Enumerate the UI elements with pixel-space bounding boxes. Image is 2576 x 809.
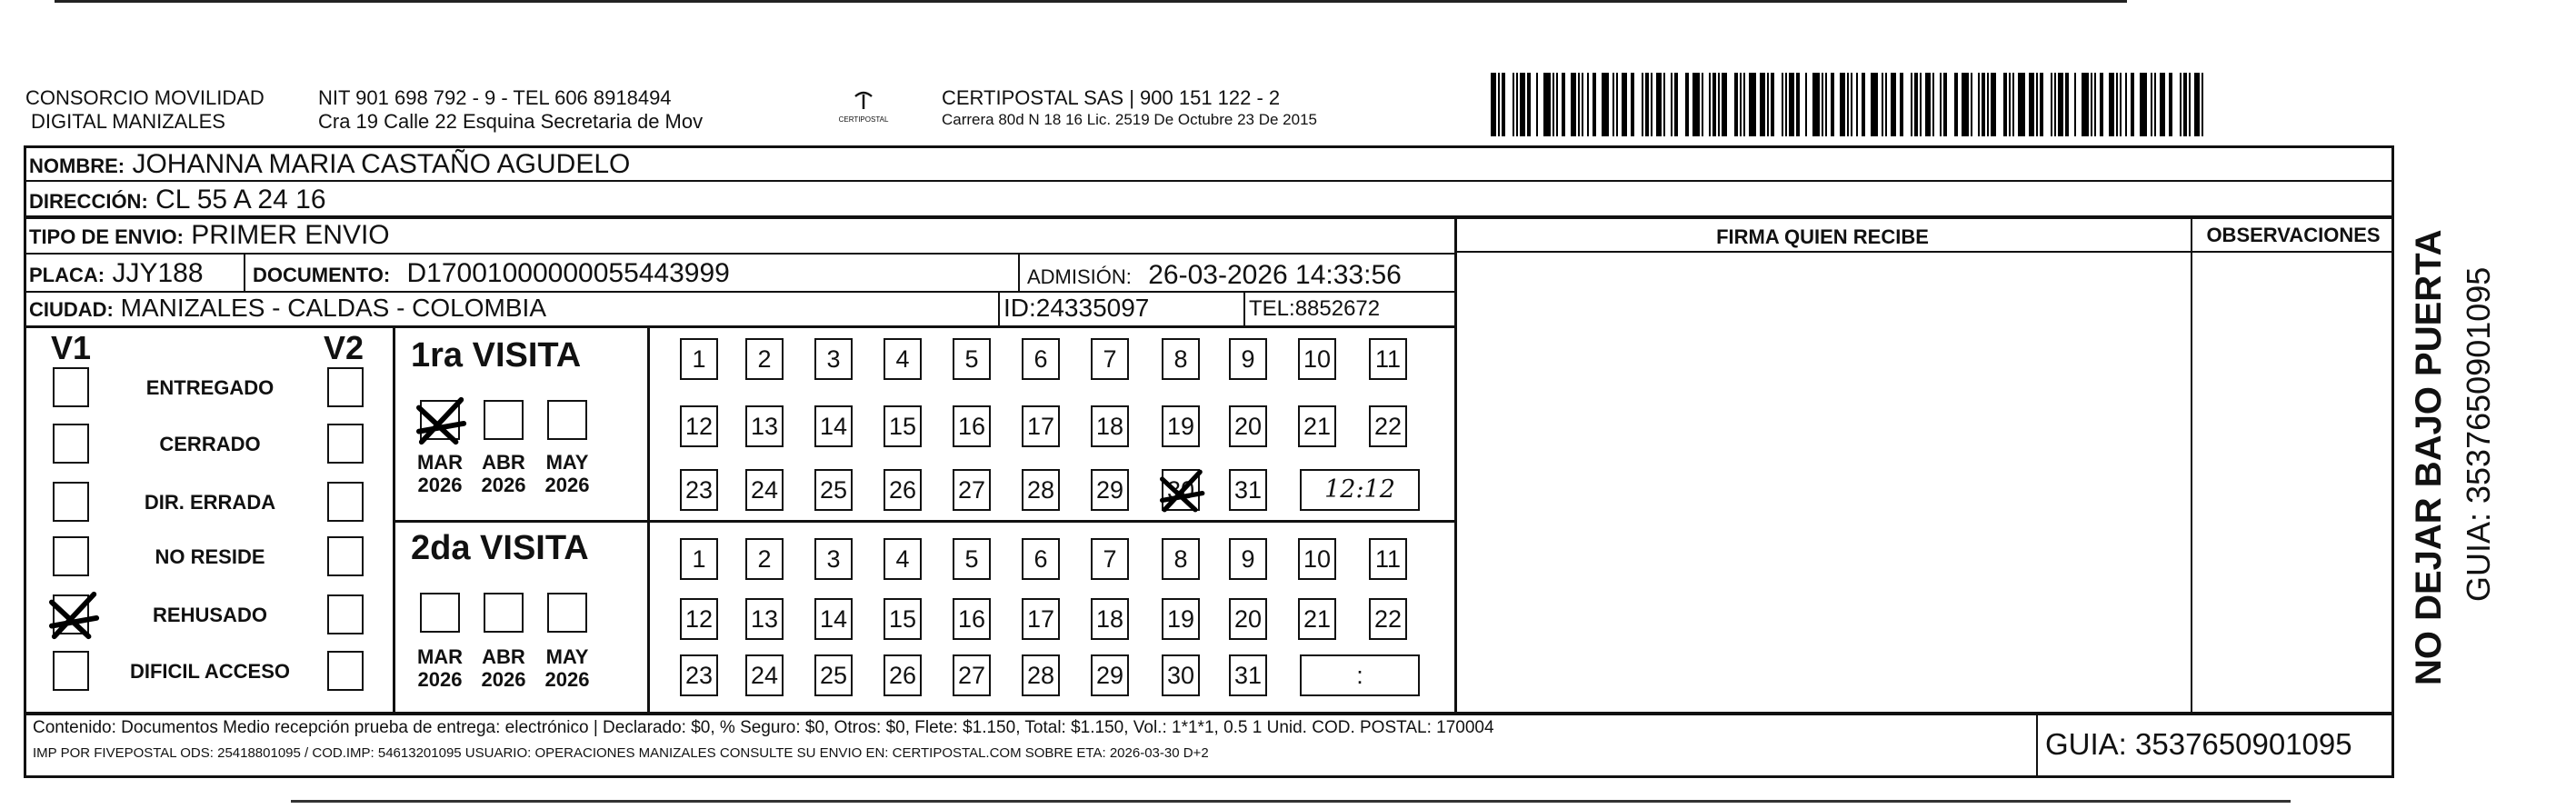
day-checkbox[interactable]: 20 bbox=[1229, 405, 1267, 447]
barcode-bar bbox=[1805, 73, 1807, 136]
barcode-bar bbox=[1502, 73, 1505, 136]
barcode-bar bbox=[1702, 73, 1703, 136]
barcode-bar bbox=[2058, 73, 2063, 136]
barcode-bar bbox=[1622, 73, 1627, 136]
month-name: MAY bbox=[545, 451, 589, 474]
day-checkbox[interactable]: 18 bbox=[1091, 405, 1129, 447]
month-name: ABR bbox=[482, 451, 525, 474]
barcode-bar bbox=[1900, 73, 1903, 136]
day-checkbox[interactable]: 6 bbox=[1022, 538, 1060, 580]
company-nit bbox=[318, 86, 703, 134]
v2-checkbox[interactable] bbox=[327, 482, 364, 522]
day-checkbox[interactable]: 8 bbox=[1162, 538, 1200, 580]
second-visit-label: 2da VISITA bbox=[411, 529, 589, 567]
barcode-bar bbox=[1862, 73, 1865, 136]
day-checkbox[interactable]: 2 bbox=[745, 538, 784, 580]
barcode-bar bbox=[1822, 73, 1823, 136]
time-field[interactable]: 12:12 bbox=[1300, 469, 1420, 511]
barcode-bar bbox=[2009, 73, 2011, 136]
day-checkbox[interactable]: 16 bbox=[953, 405, 991, 447]
barcode-bar bbox=[1642, 73, 1643, 136]
day-checkbox[interactable]: 4 bbox=[884, 538, 922, 580]
side-guia: GUIA: 3537650901095 bbox=[2460, 266, 2497, 602]
day-checkbox[interactable]: 25 bbox=[814, 654, 853, 696]
barcode-bar bbox=[1543, 73, 1551, 136]
day-checkbox[interactable]: 14 bbox=[814, 405, 853, 447]
barcode-bar bbox=[1831, 73, 1834, 136]
v1-checkbox[interactable] bbox=[53, 536, 89, 576]
nombre-label: NOMBRE: bbox=[29, 155, 125, 177]
documento-value: D17001000000055443999 bbox=[406, 258, 730, 288]
barcode-bar bbox=[1847, 73, 1849, 136]
day-checkbox[interactable]: 30 bbox=[1162, 469, 1200, 511]
signature-area[interactable] bbox=[1458, 255, 2189, 714]
day-checkbox[interactable]: 7 bbox=[1091, 338, 1129, 380]
day-checkbox[interactable]: 15 bbox=[884, 598, 922, 640]
v1-checkbox[interactable] bbox=[53, 424, 89, 464]
barcode-bar bbox=[1722, 73, 1727, 136]
day-checkbox[interactable]: 5 bbox=[953, 338, 991, 380]
id-field bbox=[1003, 294, 1149, 323]
placa-value: JJY188 bbox=[112, 258, 204, 288]
certipostal-logo-icon bbox=[853, 89, 874, 111]
barcode-bar bbox=[1785, 73, 1787, 136]
firma-label: FIRMA QUIEN RECIBE bbox=[1716, 225, 1929, 248]
barcode-bar bbox=[2116, 73, 2118, 136]
day-checkbox[interactable]: 4 bbox=[884, 338, 922, 380]
day-checkbox[interactable]: 3 bbox=[814, 538, 853, 580]
admision-divider bbox=[1018, 255, 1020, 291]
barcode-bar bbox=[1498, 73, 1500, 136]
day-checkbox[interactable]: 25 bbox=[814, 469, 853, 511]
nombre-field bbox=[29, 149, 630, 180]
day-checkbox[interactable]: 14 bbox=[814, 598, 853, 640]
day-checkbox[interactable]: 17 bbox=[1022, 405, 1060, 447]
day-checkbox[interactable]: 20 bbox=[1229, 598, 1267, 640]
company-line-2: DIGITAL MANIZALES bbox=[31, 110, 225, 133]
certipostal-logo-text: CERTIPOSTAL bbox=[838, 115, 889, 124]
month-checkbox[interactable] bbox=[547, 593, 587, 633]
barcode-bar bbox=[1760, 73, 1765, 136]
certipostal-logo bbox=[836, 89, 891, 124]
day-checkbox[interactable]: 27 bbox=[953, 469, 991, 511]
month-name: ABR bbox=[482, 645, 525, 668]
day-checkbox[interactable]: 31 bbox=[1229, 469, 1267, 511]
barcode-bar bbox=[1767, 73, 1769, 136]
time-field[interactable]: : bbox=[1300, 654, 1420, 696]
day-checkbox[interactable]: 27 bbox=[953, 654, 991, 696]
barcode-bar bbox=[1982, 73, 1985, 136]
month-year: 2026 bbox=[481, 474, 526, 496]
barcode-bar bbox=[1743, 73, 1745, 136]
day-checkbox[interactable]: 29 bbox=[1091, 469, 1129, 511]
observaciones-divider bbox=[2191, 216, 2192, 714]
barcode-bar bbox=[1556, 73, 1558, 136]
direccion-label: DIRECCIÓN: bbox=[29, 190, 148, 213]
handwritten-check-icon bbox=[416, 395, 469, 447]
barcode-bar bbox=[1920, 73, 1922, 136]
day-checkbox[interactable]: 9 bbox=[1229, 338, 1267, 380]
barcode-bar bbox=[1513, 73, 1514, 136]
month-year: 2026 bbox=[417, 474, 463, 496]
tel-divider bbox=[1243, 293, 1245, 327]
month-name: MAY bbox=[545, 645, 589, 668]
certipostal-info bbox=[942, 86, 1317, 130]
barcode-bar bbox=[1671, 73, 1672, 136]
day-checkbox[interactable]: 15 bbox=[884, 405, 922, 447]
barcode-bar bbox=[2131, 73, 2134, 136]
day-checkbox[interactable]: 7 bbox=[1091, 538, 1129, 580]
day-checkbox[interactable]: 21 bbox=[1298, 405, 1336, 447]
footer-line-2: IMP POR FIVEPOSTAL ODS: 25418801095 / COD.IMP: 54613201095 USUARIO: OPERACIONES MANIZALES CONSULTE SU ENVIO EN: CERTIPOSTAL.COM SOBRE ETA: 2026-03-30 D+2 bbox=[33, 745, 1209, 761]
barcode-bar bbox=[1718, 73, 1720, 136]
v1-checkbox[interactable] bbox=[53, 482, 89, 522]
barcode-bar bbox=[2160, 73, 2165, 136]
barcode-bar bbox=[2154, 73, 2156, 136]
barcode-bar bbox=[1709, 73, 1711, 136]
row-divider-1 bbox=[24, 180, 2394, 182]
barcode-bar bbox=[2100, 73, 2103, 136]
month-year: 2026 bbox=[417, 668, 463, 691]
barcode-bar bbox=[2054, 73, 2056, 136]
company-line-1: CONSORCIO MOVILIDAD bbox=[25, 86, 265, 109]
handwritten-check-icon bbox=[1160, 467, 1207, 514]
barcode-bar bbox=[1612, 73, 1614, 136]
id-label: ID: bbox=[1003, 294, 1036, 322]
barcode-bar bbox=[2051, 73, 2052, 136]
barcode-bar bbox=[1940, 73, 1942, 136]
day-checkbox[interactable]: 28 bbox=[1022, 469, 1060, 511]
barcode-bar bbox=[1516, 73, 1518, 136]
day-checkbox[interactable]: 16 bbox=[953, 598, 991, 640]
barcode-bar bbox=[1871, 73, 1878, 136]
day-checkbox[interactable]: 18 bbox=[1091, 598, 1129, 640]
month-label bbox=[411, 645, 469, 691]
admision-label: ADMISIÓN: bbox=[1027, 265, 1132, 288]
barcode-bar bbox=[2151, 73, 2152, 136]
status-label: ENTREGADO bbox=[145, 376, 275, 399]
barcode-bar bbox=[1527, 73, 1531, 136]
documento-label: DOCUMENTO: bbox=[253, 264, 391, 286]
day-checkbox[interactable]: 17 bbox=[1022, 598, 1060, 640]
day-checkbox[interactable]: 24 bbox=[745, 469, 784, 511]
barcode-bar bbox=[2003, 73, 2007, 136]
admision-value: 26-03-2026 14:33:56 bbox=[1148, 260, 1402, 290]
day-checkbox[interactable]: 8 bbox=[1162, 338, 1200, 380]
day-checkbox[interactable]: 11 bbox=[1369, 338, 1407, 380]
day-checkbox[interactable]: 29 bbox=[1091, 654, 1129, 696]
placa-field bbox=[29, 258, 204, 289]
visit-divider-v bbox=[647, 327, 650, 714]
barcode-bar bbox=[1685, 73, 1689, 136]
month-label bbox=[474, 451, 533, 496]
month-checkbox[interactable] bbox=[484, 593, 524, 633]
barcode-bar bbox=[1771, 73, 1774, 136]
barcode-bar bbox=[1712, 73, 1716, 136]
barcode-bar bbox=[1651, 73, 1652, 136]
day-checkbox[interactable]: 19 bbox=[1162, 405, 1200, 447]
day-checkbox[interactable]: 30 bbox=[1162, 654, 1200, 696]
v1-checkbox[interactable] bbox=[53, 367, 89, 407]
day-checkbox[interactable]: 23 bbox=[680, 469, 718, 511]
barcode-bar bbox=[2183, 73, 2187, 136]
v1-checkbox[interactable] bbox=[53, 594, 89, 634]
barcode-bar bbox=[1553, 73, 1554, 136]
month-name: MAR bbox=[416, 645, 464, 668]
barcode-bar bbox=[1971, 73, 1972, 136]
barcode-bar bbox=[1911, 73, 1912, 136]
status-label: REHUSADO bbox=[153, 604, 267, 626]
status-label: DIR. ERRADA bbox=[144, 491, 276, 514]
ciudad-label: CIUDAD: bbox=[29, 298, 114, 321]
id-divider bbox=[998, 293, 1000, 327]
day-checkbox[interactable]: 12 bbox=[680, 405, 718, 447]
day-checkbox[interactable]: 11 bbox=[1369, 538, 1407, 580]
month-year: 2026 bbox=[544, 474, 590, 496]
no-dejar-warning: NO DEJAR BAJO PUERTA bbox=[2409, 229, 2449, 685]
id-value: 24335097 bbox=[1035, 294, 1150, 322]
month-year: 2026 bbox=[481, 668, 526, 691]
day-checkbox[interactable]: 21 bbox=[1298, 598, 1336, 640]
month-label bbox=[474, 645, 533, 691]
day-checkbox[interactable]: 2 bbox=[745, 338, 784, 380]
barcode-bar bbox=[1991, 73, 1996, 136]
v2-label: V2 bbox=[324, 329, 364, 366]
day-checkbox[interactable]: 10 bbox=[1298, 538, 1336, 580]
footer-line-1: Contenido: Documentos Medio recepción prueba de entrega: electrónico | Declarado: $0, % Seguro: $0, Otros: $0, Flete: $1.150, Total: $1.150, Vol.: 1*1*1, 0.5 1 Unid. COD. POSTAL: 170004 bbox=[33, 718, 1494, 737]
barcode-bar bbox=[1825, 73, 1827, 136]
barcode-bar bbox=[2018, 73, 2025, 136]
row-divider-3 bbox=[24, 253, 1456, 255]
company-name bbox=[25, 86, 265, 134]
day-checkbox[interactable]: 23 bbox=[680, 654, 718, 696]
barcode-bar bbox=[1925, 73, 1931, 136]
barcode-bar bbox=[1962, 73, 1969, 136]
observaciones-area[interactable] bbox=[2194, 255, 2392, 714]
day-checkbox[interactable]: 6 bbox=[1022, 338, 1060, 380]
placa-divider bbox=[244, 255, 245, 291]
day-checkbox[interactable]: 26 bbox=[884, 654, 922, 696]
nit-line-1: NIT 901 698 792 - 9 - TEL 606 8918494 bbox=[318, 86, 672, 109]
documento-field bbox=[253, 258, 730, 289]
top-edge-line bbox=[55, 0, 2127, 3]
day-checkbox[interactable]: 19 bbox=[1162, 598, 1200, 640]
barcode-bar bbox=[1812, 73, 1820, 136]
day-checkbox[interactable]: 13 bbox=[745, 598, 784, 640]
visit-divider-h bbox=[393, 520, 1456, 523]
barcode-bar bbox=[1943, 73, 1947, 136]
barcode-bar bbox=[1582, 73, 1583, 136]
barcode-bar bbox=[1536, 73, 1538, 136]
barcode-bar bbox=[1882, 73, 1883, 136]
observaciones-label: OBSERVACIONES bbox=[2206, 224, 2381, 246]
barcode-bar bbox=[1782, 73, 1783, 136]
tipo-envio-value: PRIMER ENVIO bbox=[191, 220, 390, 250]
day-checkbox[interactable]: 3 bbox=[814, 338, 853, 380]
nit-line-2: Cra 19 Calle 22 Esquina Secretaria de Mov bbox=[318, 110, 704, 133]
footer-guia: GUIA: 3537650901095 bbox=[2045, 727, 2352, 761]
first-visit-label: 1ra VISITA bbox=[411, 336, 582, 375]
barcode-bar bbox=[2094, 73, 2096, 136]
tipo-envio-label: TIPO DE ENVIO: bbox=[29, 225, 184, 248]
barcode-bar bbox=[2189, 73, 2191, 136]
tel-label: TEL: bbox=[1249, 296, 1295, 321]
v2-checkbox[interactable] bbox=[327, 594, 364, 634]
row-divider-5 bbox=[24, 325, 1456, 328]
barcode-bar bbox=[2012, 73, 2014, 136]
status-label: NO RESIDE bbox=[155, 545, 265, 568]
barcode-bar bbox=[1587, 73, 1589, 136]
certipostal-line-2: Carrera 80d N 18 16 Lic. 2519 De Octubre 23 De 2015 bbox=[942, 111, 1317, 128]
tel-value: 8852672 bbox=[1294, 296, 1381, 321]
barcode-bar bbox=[1734, 73, 1738, 136]
day-checkbox[interactable]: 26 bbox=[884, 469, 922, 511]
barcode-bar bbox=[2109, 73, 2114, 136]
barcode-bar bbox=[1491, 73, 1496, 136]
barcode-bar bbox=[2074, 73, 2076, 136]
ciudad-field bbox=[29, 294, 546, 323]
barcode-bar bbox=[1562, 73, 1565, 136]
day-checkbox[interactable]: 22 bbox=[1369, 598, 1407, 640]
barcode-bar bbox=[1932, 73, 1934, 136]
direccion-field bbox=[29, 185, 326, 215]
bottom-edge-line bbox=[291, 800, 2291, 803]
barcode-bar bbox=[1593, 73, 1596, 136]
barcode-bar bbox=[1796, 73, 1800, 136]
barcode-bar bbox=[1663, 73, 1665, 136]
barcode-bar bbox=[1578, 73, 1580, 136]
barcode-bar bbox=[1520, 73, 1525, 136]
day-checkbox[interactable]: 28 bbox=[1022, 654, 1060, 696]
day-checkbox[interactable]: 24 bbox=[745, 654, 784, 696]
day-checkbox[interactable]: 12 bbox=[680, 598, 718, 640]
v2-checkbox[interactable] bbox=[327, 536, 364, 576]
barcode-bar bbox=[1840, 73, 1845, 136]
day-checkbox[interactable]: 1 bbox=[680, 338, 718, 380]
v1-checkbox[interactable] bbox=[53, 651, 89, 691]
barcode-bar bbox=[1656, 73, 1662, 136]
barcode-bar bbox=[2202, 73, 2203, 136]
month-year: 2026 bbox=[544, 668, 590, 691]
barcode-bar bbox=[2091, 73, 2092, 136]
barcode-bar bbox=[2040, 73, 2043, 136]
status-label: CERRADO bbox=[159, 433, 261, 455]
barcode-bar bbox=[1674, 73, 1678, 136]
barcode-bar bbox=[2125, 73, 2127, 136]
ciudad-value: MANIZALES - CALDAS - COLOMBIA bbox=[120, 294, 546, 322]
status-label: DIFICIL ACCESO bbox=[129, 660, 290, 683]
barcode-bar bbox=[1571, 73, 1576, 136]
month-label bbox=[411, 451, 469, 496]
month-checkbox[interactable] bbox=[484, 400, 524, 440]
admision-field bbox=[1027, 260, 1402, 291]
tipo-envio-field bbox=[29, 220, 390, 251]
tel-field bbox=[1249, 296, 1380, 322]
day-checkbox[interactable]: 10 bbox=[1298, 338, 1336, 380]
barcode-bar bbox=[2194, 73, 2200, 136]
month-checkbox[interactable] bbox=[547, 400, 587, 440]
row-divider-4 bbox=[24, 291, 1456, 293]
barcode-bar bbox=[1616, 73, 1618, 136]
barcode-bar bbox=[1631, 73, 1634, 136]
barcode-bar bbox=[1789, 73, 1794, 136]
barcode-bar bbox=[2082, 73, 2089, 136]
day-checkbox[interactable]: 9 bbox=[1229, 538, 1267, 580]
barcode bbox=[1491, 73, 2218, 136]
day-checkbox[interactable]: 1 bbox=[680, 538, 718, 580]
direccion-value: CL 55 A 24 16 bbox=[155, 185, 326, 215]
barcode-bar bbox=[1740, 73, 1742, 136]
day-checkbox[interactable]: 22 bbox=[1369, 405, 1407, 447]
month-label bbox=[538, 645, 596, 691]
day-checkbox[interactable]: 31 bbox=[1229, 654, 1267, 696]
day-checkbox[interactable]: 5 bbox=[953, 538, 991, 580]
barcode-bar bbox=[1856, 73, 1858, 136]
month-label bbox=[538, 451, 596, 496]
barcode-bar bbox=[2169, 73, 2172, 136]
nombre-value: JOHANNA MARIA CASTAÑO AGUDELO bbox=[132, 149, 631, 179]
barcode-bar bbox=[1987, 73, 1989, 136]
placa-label: PLACA: bbox=[29, 264, 105, 286]
barcode-bar bbox=[2029, 73, 2034, 136]
footer-guia-divider bbox=[2036, 714, 2038, 778]
barcode-bar bbox=[1602, 73, 1609, 136]
barcode-bar bbox=[1891, 73, 1896, 136]
barcode-bar bbox=[2180, 73, 2182, 136]
signature-header-line bbox=[1454, 251, 2394, 253]
v1-label: V1 bbox=[51, 329, 92, 366]
barcode-bar bbox=[2065, 73, 2069, 136]
barcode-bar bbox=[1749, 73, 1756, 136]
barcode-bar bbox=[2036, 73, 2038, 136]
v2-checkbox[interactable] bbox=[327, 367, 364, 407]
barcode-bar bbox=[1692, 73, 1700, 136]
barcode-bar bbox=[1954, 73, 1958, 136]
month-checkbox[interactable] bbox=[420, 400, 460, 440]
barcode-bar bbox=[2140, 73, 2147, 136]
barcode-bar bbox=[1851, 73, 1852, 136]
v2-checkbox[interactable] bbox=[327, 424, 364, 464]
day-checkbox[interactable]: 13 bbox=[745, 405, 784, 447]
barcode-bar bbox=[1645, 73, 1649, 136]
barcode-bar bbox=[1914, 73, 1918, 136]
certipostal-line-1: CERTIPOSTAL SAS | 900 151 122 - 2 bbox=[942, 86, 1281, 109]
month-checkbox[interactable] bbox=[420, 593, 460, 633]
month-name: MAR bbox=[416, 451, 464, 474]
barcode-bar bbox=[1885, 73, 1887, 136]
v2-checkbox[interactable] bbox=[327, 651, 364, 691]
barcode-bar bbox=[1978, 73, 1980, 136]
barcode-bar bbox=[2120, 73, 2122, 136]
